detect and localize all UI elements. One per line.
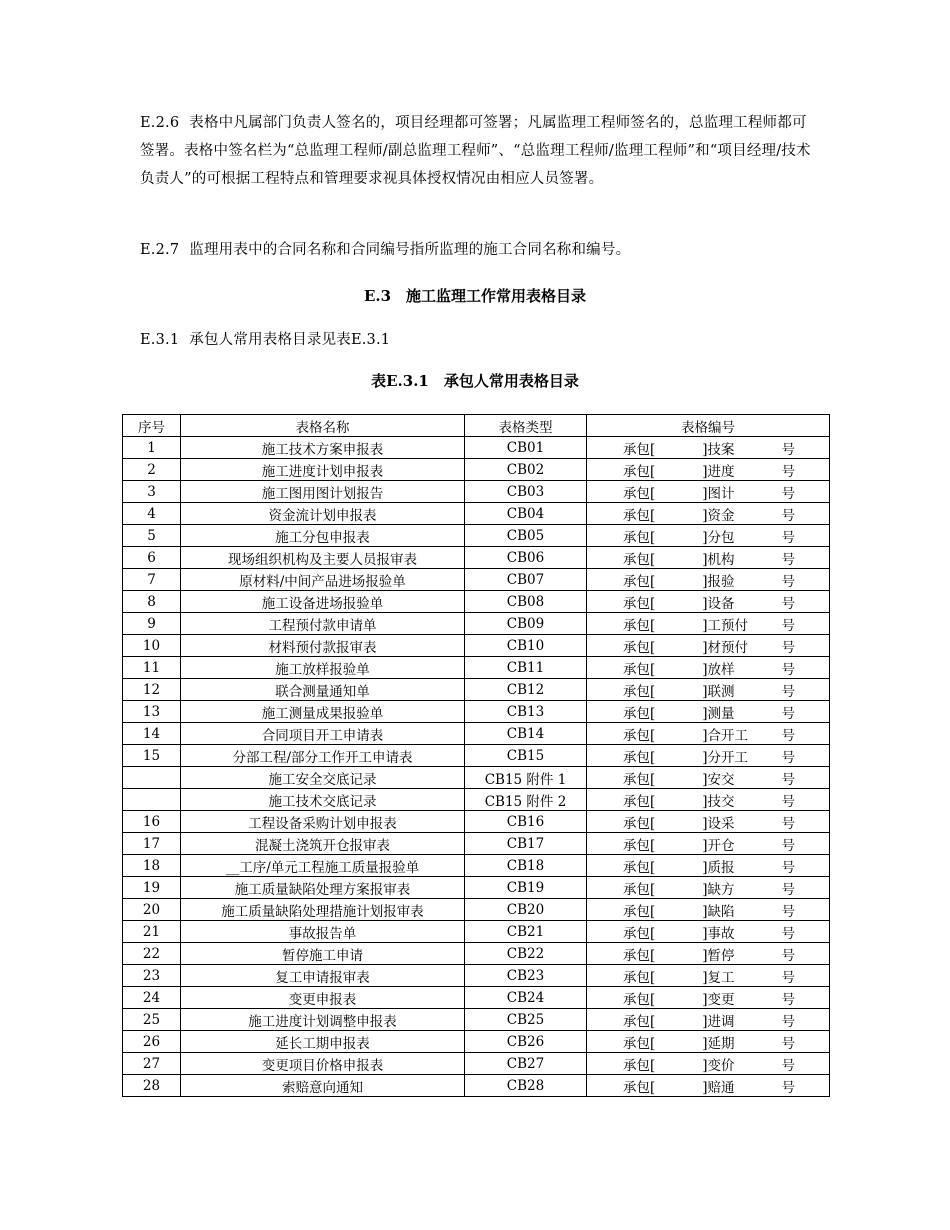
row-no (123, 767, 181, 789)
table-row (123, 547, 830, 569)
code-format (587, 856, 829, 876)
code-suffix: 号 (781, 1057, 795, 1074)
code-format (587, 1054, 829, 1074)
table-row (123, 767, 830, 789)
table-row (123, 745, 830, 767)
row-type: CB23 (465, 965, 587, 987)
code-abbr: ]工预付 (702, 617, 749, 634)
table-row (123, 723, 830, 745)
row-code (587, 855, 830, 877)
code-abbr: ]材预付 (702, 639, 749, 656)
row-code (587, 943, 830, 965)
code-prefix: 承包[ (623, 771, 656, 788)
code-prefix: 承包[ (623, 661, 656, 678)
row-type: CB09 (465, 613, 587, 635)
row-no: 8 (123, 591, 181, 613)
row-code (587, 833, 830, 855)
table-row (123, 437, 830, 459)
code-format (587, 1032, 829, 1052)
code-format (587, 724, 829, 744)
row-code (587, 591, 830, 613)
code-format (587, 482, 829, 502)
code-abbr: ]图计 (702, 485, 735, 502)
row-no: 11 (123, 657, 181, 679)
code-format (587, 878, 829, 898)
row-type: CB10 (465, 635, 587, 657)
code-suffix: 号 (781, 881, 795, 898)
clause-text: 监理用表中的合同名称和合同编号指所监理的施工合同名称和编号。 (189, 242, 631, 258)
row-name: 复工申请报审表 (181, 965, 465, 987)
code-suffix: 号 (781, 815, 795, 832)
row-no: 16 (123, 811, 181, 833)
table-row (123, 481, 830, 503)
row-no: 24 (123, 987, 181, 1009)
code-format (587, 636, 829, 656)
code-abbr: ]分包 (702, 529, 735, 546)
code-format (587, 790, 829, 810)
row-name: 现场组织机构及主要人员报审表 (181, 547, 465, 569)
code-abbr: ]延期 (702, 1035, 735, 1052)
table-row (123, 1009, 830, 1031)
code-prefix: 承包[ (623, 837, 656, 854)
code-format (587, 966, 829, 986)
code-format (587, 900, 829, 920)
row-no: 27 (123, 1053, 181, 1075)
code-abbr: ]质报 (702, 859, 735, 876)
row-name: 施工质量缺陷处理方案报审表 (181, 877, 465, 899)
code-format (587, 680, 829, 700)
table-row (123, 965, 830, 987)
row-name: 事故报告单 (181, 921, 465, 943)
row-type: CB13 (465, 701, 587, 723)
table-row (123, 503, 830, 525)
row-code (587, 525, 830, 547)
row-name: 变更项目价格申报表 (181, 1053, 465, 1075)
code-format (587, 592, 829, 612)
code-abbr: ]缺方 (702, 881, 735, 898)
table-row (123, 811, 830, 833)
row-no: 12 (123, 679, 181, 701)
row-name: 联合测量通知单 (181, 679, 465, 701)
code-suffix: 号 (781, 507, 795, 524)
code-prefix: 承包[ (623, 815, 656, 832)
row-no: 28 (123, 1075, 181, 1097)
code-abbr: ]合开工 (702, 727, 749, 744)
row-no: 10 (123, 635, 181, 657)
row-name: 施工技术方案申报表 (181, 437, 465, 459)
table-body (123, 437, 830, 1097)
code-format (587, 460, 829, 480)
code-prefix: 承包[ (623, 991, 656, 1008)
row-code (587, 701, 830, 723)
clause-text: 表格中凡属部门负责人签名的，项目经理都可签署；凡属监理工程师签名的，总监理工程师都可签署。表格中签名栏为“总监理工程师/副总监理工程师”、“总监理工程师/监理工程师”和“项目经理/技术负责人”的可根据工程特点和管理要求视具体授权情况由相应人员签署。 (140, 115, 811, 187)
row-type: CB06 (465, 547, 587, 569)
table-header-row (123, 415, 830, 437)
row-code (587, 547, 830, 569)
code-suffix: 号 (781, 991, 795, 1008)
code-format (587, 702, 829, 722)
code-prefix: 承包[ (623, 485, 656, 502)
row-no: 4 (123, 503, 181, 525)
row-code (587, 811, 830, 833)
code-suffix: 号 (781, 617, 795, 634)
row-type: CB24 (465, 987, 587, 1009)
code-abbr: ]技案 (702, 441, 735, 458)
code-suffix: 号 (781, 969, 795, 986)
row-code (587, 437, 830, 459)
row-name: 合同项目开工申请表 (181, 723, 465, 745)
code-abbr: ]事故 (702, 925, 735, 942)
row-code (587, 877, 830, 899)
row-code (587, 789, 830, 811)
code-prefix: 承包[ (623, 529, 656, 546)
code-prefix: 承包[ (623, 705, 656, 722)
clause-text: 承包人常用表格目录见表E.3.1 (189, 332, 391, 348)
code-format (587, 548, 829, 568)
code-abbr: ]安交 (702, 771, 735, 788)
code-prefix: 承包[ (623, 1057, 656, 1074)
row-name: 施工进度计划申报表 (181, 459, 465, 481)
row-no: 17 (123, 833, 181, 855)
table-row (123, 657, 830, 679)
row-no: 13 (123, 701, 181, 723)
code-suffix: 号 (781, 1013, 795, 1030)
row-type: CB02 (465, 459, 587, 481)
code-abbr: ]开仓 (702, 837, 735, 854)
table-row (123, 1053, 830, 1075)
table-row (123, 833, 830, 855)
row-no (123, 789, 181, 811)
row-code (587, 723, 830, 745)
row-name: 施工进度计划调整申报表 (181, 1009, 465, 1031)
code-suffix: 号 (781, 463, 795, 480)
row-type: CB11 (465, 657, 587, 679)
code-format (587, 988, 829, 1008)
row-code (587, 1053, 830, 1075)
code-suffix: 号 (781, 573, 795, 590)
code-prefix: 承包[ (623, 507, 656, 524)
form-catalog-table (122, 414, 830, 1097)
row-no: 6 (123, 547, 181, 569)
code-abbr: ]技交 (702, 793, 735, 810)
row-type: CB15 附件 2 (465, 789, 587, 811)
table-row (123, 987, 830, 1009)
row-name: 混凝土浇筑开仓报审表 (181, 833, 465, 855)
code-suffix: 号 (781, 793, 795, 810)
code-abbr: ]复工 (702, 969, 735, 986)
row-no: 3 (123, 481, 181, 503)
code-prefix: 承包[ (623, 463, 656, 480)
code-suffix: 号 (781, 947, 795, 964)
row-code (587, 921, 830, 943)
code-suffix: 号 (781, 661, 795, 678)
row-no: 26 (123, 1031, 181, 1053)
table-row (123, 855, 830, 877)
table-row (123, 1031, 830, 1053)
code-prefix: 承包[ (623, 617, 656, 634)
code-format (587, 834, 829, 854)
row-type: CB05 (465, 525, 587, 547)
code-prefix: 承包[ (623, 859, 656, 876)
code-suffix: 号 (781, 595, 795, 612)
code-abbr: ]联测 (702, 683, 735, 700)
code-abbr: ]设备 (702, 595, 735, 612)
code-suffix: 号 (781, 727, 795, 744)
code-abbr: ]暂停 (702, 947, 735, 964)
paragraph-e3-1 (140, 326, 812, 354)
code-suffix: 号 (781, 749, 795, 766)
code-format (587, 746, 829, 766)
clause-label: E.3.1 (140, 332, 180, 348)
code-prefix: 承包[ (623, 595, 656, 612)
row-type: CB22 (465, 943, 587, 965)
row-type: CB26 (465, 1031, 587, 1053)
code-suffix: 号 (781, 705, 795, 722)
code-suffix: 号 (781, 551, 795, 568)
code-suffix: 号 (781, 441, 795, 458)
row-code (587, 569, 830, 591)
row-code (587, 459, 830, 481)
header-name: 表格名称 (181, 415, 465, 437)
code-abbr: ]变价 (702, 1057, 735, 1074)
code-suffix: 号 (781, 903, 795, 920)
code-abbr: ]测量 (702, 705, 735, 722)
table-row (123, 613, 830, 635)
code-abbr: ]赔通 (702, 1079, 735, 1096)
code-suffix: 号 (781, 925, 795, 942)
row-name: 变更申报表 (181, 987, 465, 1009)
row-no: 9 (123, 613, 181, 635)
code-prefix: 承包[ (623, 573, 656, 590)
row-name: 暂停施工申请 (181, 943, 465, 965)
row-type: CB28 (465, 1075, 587, 1097)
row-name: 资金流计划申报表 (181, 503, 465, 525)
row-type: CB07 (465, 569, 587, 591)
code-abbr: ]资金 (702, 507, 735, 524)
row-code (587, 965, 830, 987)
code-prefix: 承包[ (623, 881, 656, 898)
code-format (587, 922, 829, 942)
code-abbr: ]缺陷 (702, 903, 735, 920)
row-code (587, 679, 830, 701)
row-name: 施工设备进场报验单 (181, 591, 465, 613)
table-row (123, 921, 830, 943)
table-row (123, 525, 830, 547)
clause-label: E.2.7 (140, 242, 180, 258)
row-type: CB25 (465, 1009, 587, 1031)
row-code (587, 613, 830, 635)
row-name: 施工分包申报表 (181, 525, 465, 547)
header-type: 表格类型 (465, 415, 587, 437)
code-abbr: ]进度 (702, 463, 735, 480)
code-format (587, 438, 829, 458)
row-code (587, 767, 830, 789)
table-row (123, 943, 830, 965)
code-prefix: 承包[ (623, 1035, 656, 1052)
code-prefix: 承包[ (623, 683, 656, 700)
table-row (123, 679, 830, 701)
code-prefix: 承包[ (623, 1013, 656, 1030)
code-format (587, 944, 829, 964)
row-no: 23 (123, 965, 181, 987)
row-type: CB04 (465, 503, 587, 525)
code-prefix: 承包[ (623, 727, 656, 744)
row-name: 施工测量成果报验单 (181, 701, 465, 723)
code-format (587, 1076, 829, 1096)
row-type: CB08 (465, 591, 587, 613)
code-prefix: 承包[ (623, 1079, 656, 1096)
table-row (123, 899, 830, 921)
code-abbr: ]进调 (702, 1013, 735, 1030)
section-title: E.3 施工监理工作常用表格目录 (363, 287, 587, 305)
header-code: 表格编号 (587, 415, 830, 437)
code-format (587, 812, 829, 832)
row-no: 2 (123, 459, 181, 481)
row-name: 原材料/中间产品进场报验单 (181, 569, 465, 591)
code-abbr: ]设采 (702, 815, 735, 832)
code-suffix: 号 (781, 529, 795, 546)
code-format (587, 614, 829, 634)
row-name: 施工安全交底记录 (181, 767, 465, 789)
row-code (587, 987, 830, 1009)
row-name: 施工质量缺陷处理措施计划报审表 (181, 899, 465, 921)
row-name: __工序/单元工程施工质量报验单 (181, 855, 465, 877)
row-name: 分部工程/部分工作开工申请表 (181, 745, 465, 767)
row-no: 19 (123, 877, 181, 899)
code-suffix: 号 (781, 639, 795, 656)
row-no: 1 (123, 437, 181, 459)
row-type: CB18 (465, 855, 587, 877)
row-name: 延长工期申报表 (181, 1031, 465, 1053)
row-no: 22 (123, 943, 181, 965)
row-type: CB20 (465, 899, 587, 921)
row-no: 21 (123, 921, 181, 943)
row-code (587, 1031, 830, 1053)
code-suffix: 号 (781, 683, 795, 700)
row-type: CB21 (465, 921, 587, 943)
code-suffix: 号 (781, 485, 795, 502)
code-format (587, 658, 829, 678)
row-no: 25 (123, 1009, 181, 1031)
code-suffix: 号 (781, 859, 795, 876)
row-code (587, 481, 830, 503)
code-format (587, 570, 829, 590)
code-abbr: ]放样 (702, 661, 735, 678)
code-prefix: 承包[ (623, 969, 656, 986)
row-no: 14 (123, 723, 181, 745)
row-type: CB03 (465, 481, 587, 503)
row-code (587, 1009, 830, 1031)
row-type: CB17 (465, 833, 587, 855)
code-suffix: 号 (781, 837, 795, 854)
code-format (587, 526, 829, 546)
row-type: CB16 (465, 811, 587, 833)
row-code (587, 657, 830, 679)
code-prefix: 承包[ (623, 925, 656, 942)
table-row (123, 591, 830, 613)
table-row (123, 877, 830, 899)
row-type: CB01 (465, 437, 587, 459)
row-type: CB12 (465, 679, 587, 701)
row-no: 15 (123, 745, 181, 767)
code-abbr: ]机构 (702, 551, 735, 568)
code-suffix: 号 (781, 1079, 795, 1096)
row-type: CB14 (465, 723, 587, 745)
table-title: 表E.3.1 承包人常用表格目录 (371, 372, 579, 390)
table-row (123, 459, 830, 481)
row-code (587, 635, 830, 657)
row-name: 工程设备采购计划申报表 (181, 811, 465, 833)
row-name: 施工放样报验单 (181, 657, 465, 679)
code-abbr: ]变更 (702, 991, 735, 1008)
code-prefix: 承包[ (623, 947, 656, 964)
code-suffix: 号 (781, 771, 795, 788)
row-type: CB19 (465, 877, 587, 899)
clause-label: E.2.6 (140, 115, 180, 131)
row-name: 施工图用图计划报告 (181, 481, 465, 503)
row-type: CB27 (465, 1053, 587, 1075)
header-no: 序号 (123, 415, 181, 437)
row-name: 施工技术交底记录 (181, 789, 465, 811)
row-code (587, 745, 830, 767)
code-prefix: 承包[ (623, 441, 656, 458)
row-name: 材料预付款报审表 (181, 635, 465, 657)
code-suffix: 号 (781, 1035, 795, 1052)
table-row (123, 635, 830, 657)
row-no: 18 (123, 855, 181, 877)
paragraph-e2-6 (140, 109, 812, 193)
row-name: 索赔意向通知 (181, 1075, 465, 1097)
table-row (123, 789, 830, 811)
code-format (587, 768, 829, 788)
row-name: 工程预付款申请单 (181, 613, 465, 635)
table-row (123, 1075, 830, 1097)
code-prefix: 承包[ (623, 749, 656, 766)
row-no: 20 (123, 899, 181, 921)
paragraph-e2-7 (140, 236, 812, 264)
code-prefix: 承包[ (623, 639, 656, 656)
code-prefix: 承包[ (623, 903, 656, 920)
row-type: CB15 附件 1 (465, 767, 587, 789)
row-code (587, 899, 830, 921)
code-abbr: ]分开工 (702, 749, 749, 766)
row-code (587, 503, 830, 525)
code-prefix: 承包[ (623, 551, 656, 568)
row-type: CB15 (465, 745, 587, 767)
row-no: 7 (123, 569, 181, 591)
table-row (123, 569, 830, 591)
table-row (123, 701, 830, 723)
code-abbr: ]报验 (702, 573, 735, 590)
row-code (587, 1075, 830, 1097)
code-format (587, 504, 829, 524)
code-prefix: 承包[ (623, 793, 656, 810)
row-no: 5 (123, 525, 181, 547)
code-format (587, 1010, 829, 1030)
